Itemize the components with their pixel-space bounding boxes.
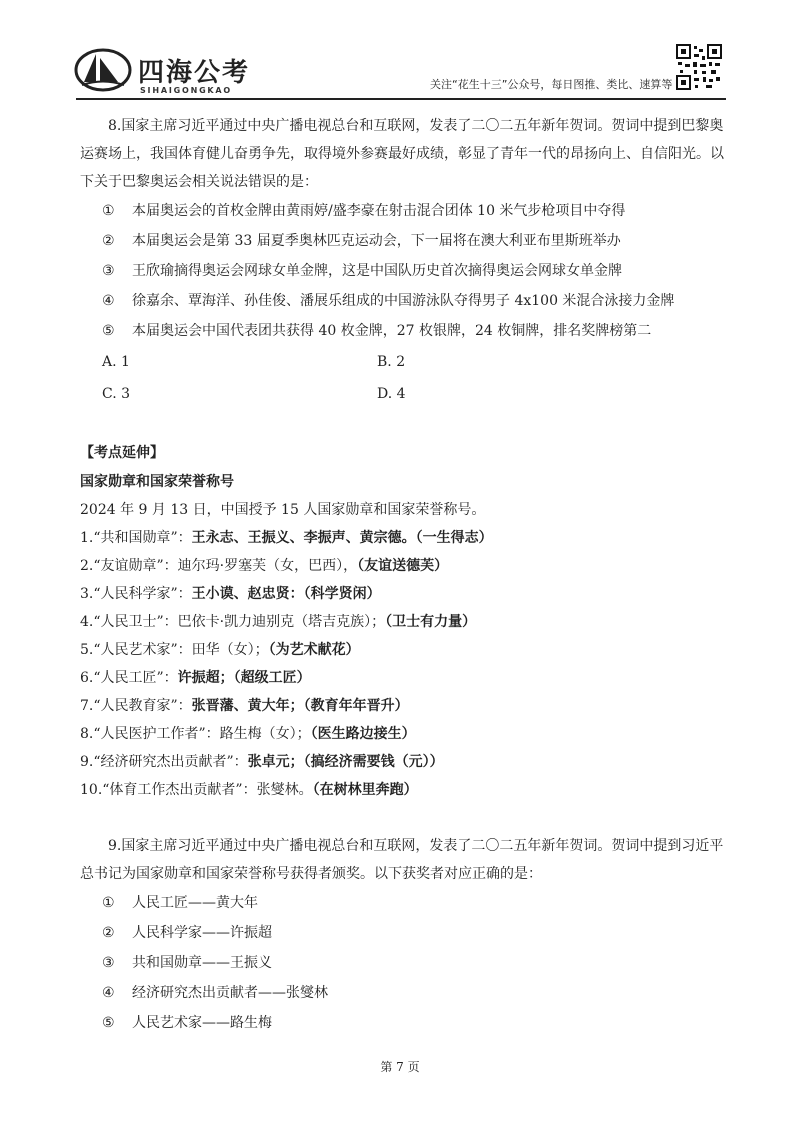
question-8-option: ③ 王欣瑜摘得奥运会网球女单金牌，这是中国队历史首次摘得奥运会网球女单金牌 [102, 263, 622, 279]
question-9-option: ③ 共和国勋章——王振义 [102, 955, 272, 971]
question-8-option: ② 本届奥运会是第 33 届夏季奥林匹克运动会，下一届将在澳大利亚布里斯班举办 [102, 233, 621, 249]
question-8-option: ④ 徐嘉余、覃海洋、孙佳俊、潘展乐组成的中国游泳队夺得男子 4x100 米混合泳接力金牌 [102, 293, 675, 309]
brand-name-latin: SIHAIGONGKAO [140, 86, 233, 95]
question-9-option: ④ 经济研究杰出贡献者——张燮林 [102, 985, 328, 1001]
question-8-choices-row-2 [80, 378, 730, 410]
honor-item: 6.“人民工匠”：许振超；（超级工匠） [80, 670, 311, 686]
honor-item: 7.“人民教育家”：张晋藩、黄大年；（教育年年晋升） [80, 698, 409, 714]
question-9-stem: 9.国家主席习近平通过中央广播电视总台和互联网，发表了二〇二五年新年贺词。贺词中提到习近平总书记为国家勋章和国家荣誉称号获得者颁奖。以下获奖者对应正确的是： [80, 838, 724, 882]
honor-item: 3.“人民科学家”：王小谟、赵忠贤：（科学贤闲） [80, 586, 381, 602]
question-8-option: ⑤ 本届奥运会中国代表团共获得 40 枚金牌，27 枚银牌，24 枚铜牌，排名奖牌榜第二 [102, 323, 652, 339]
choice-c[interactable]: C. 3 [102, 386, 131, 402]
question-9-option: ① 人民工匠——黄大年 [102, 895, 258, 911]
extension-tag: 【考点延伸】 [80, 445, 164, 461]
header-divider [76, 98, 726, 100]
honor-item: 9.“经济研究杰出贡献者”：张卓元；（搞经济需要钱（元）） [80, 754, 444, 770]
question-8-option: ① 本届奥运会的首枚金牌由黄雨婷/盛李豪在射击混合团体 10 米气步枪项目中夺得 [102, 203, 626, 219]
page-content [80, 112, 730, 1038]
honor-list [80, 524, 730, 804]
header-slogan: 关注“花生十三”公众号，每日图推、类比、速算等 [430, 78, 673, 91]
question-8-choices-row-1 [80, 346, 730, 378]
choice-d[interactable]: D. 4 [377, 386, 406, 402]
honor-item: 5.“人民艺术家”：田华（女）；（为艺术献花） [80, 642, 360, 658]
choice-a[interactable]: A. 1 [102, 354, 130, 370]
qr-code-icon[interactable] [676, 44, 722, 90]
honor-item: 4.“人民卫士”：巴依卡·凯力迪别克（塔吉克族）；（卫士有力量） [80, 614, 477, 630]
honor-item: 10.“体育工作杰出贡献者”：张燮林。（在树林里奔跑） [80, 782, 418, 798]
question-9-option: ⑤ 人民艺术家——路生梅 [102, 1015, 272, 1031]
brand-name: 四海公考 [138, 58, 251, 88]
extension-intro: 2024 年 9 月 13 日，中国授予 15 人国家勋章和国家荣誉称号。 [80, 502, 486, 518]
honor-item: 2.“友谊勋章”：迪尔玛·罗塞芙（女，巴西），（友谊送德芙） [80, 558, 449, 574]
choice-b[interactable]: B. 2 [377, 354, 406, 370]
honor-item: 8.“人民医护工作者”：路生梅（女）；（医生路边接生） [80, 726, 416, 742]
honor-item: 1.“共和国勋章”：王永志、王振义、李振声、黄宗德。（一生得志） [80, 530, 493, 546]
page-number: 第 7 页 [380, 1060, 420, 1074]
question-9-options [80, 888, 730, 1038]
spacer [80, 804, 730, 832]
extension-title: 国家勋章和国家荣誉称号 [80, 474, 234, 490]
question-8-options [80, 196, 730, 346]
question-9-option: ② 人民科学家——许振超 [102, 925, 272, 941]
page-header [0, 0, 800, 110]
sailboat-logo-icon [74, 48, 132, 92]
question-8-stem: 8.国家主席习近平通过中央广播电视总台和互联网，发表了二〇二五年新年贺词。贺词中提到巴黎奥运赛场上，我国体育健儿奋勇争先，取得境外参赛最好成绩，彰显了青年一代的昂扬向上、自信阳光。以下关于巴黎奥运会相关说法错误的是： [80, 118, 724, 190]
